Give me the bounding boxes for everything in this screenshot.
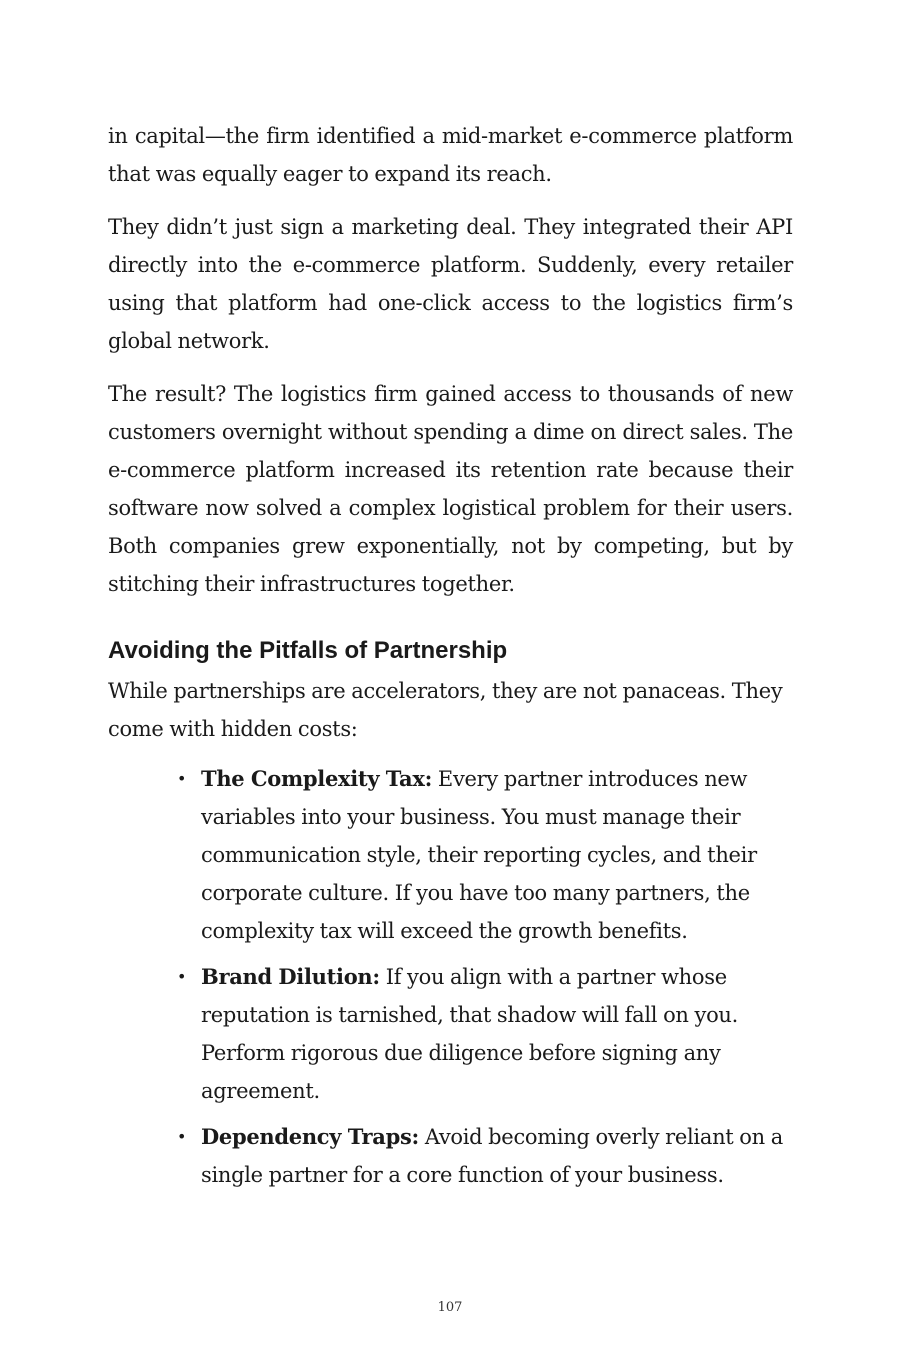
list-item-text: Avoid becoming overly reliant on a single partner for a core function of your business. xyxy=(201,1125,783,1187)
list-item-term: The Complexity Tax: xyxy=(201,766,433,791)
bullet-icon: • xyxy=(177,769,187,788)
list-item-text: Every partner introduces new variables into your business. You must manage their communication style, their reporting cycles, and their corporate culture. If you have too many partners, the complexity tax will exceed the growth benefits. xyxy=(201,767,757,943)
list-item-brand-dilution xyxy=(177,958,793,1110)
list-item-dependency-traps xyxy=(177,1118,793,1194)
paragraph-2: They didn’t just sign a marketing deal. They integrated their API directly into the e-commerce platform. Suddenly, every retailer using that platform had one-click access to the logistics firm’s global network. xyxy=(108,215,793,353)
page-number: 107 xyxy=(437,1300,463,1315)
section-heading: Avoiding the Pitfalls of Partnership xyxy=(108,637,508,664)
paragraph-1: in capital—the firm identified a mid-market e-commerce platform that was equally eager to expand its reach. xyxy=(108,124,793,186)
bullet-icon: • xyxy=(177,1127,187,1146)
pitfalls-list xyxy=(108,760,793,1194)
section-intro: While partnerships are accelerators, they are not panaceas. They come with hidden costs: xyxy=(108,679,783,741)
list-item-complexity-tax xyxy=(177,760,793,950)
page-content xyxy=(108,117,793,1202)
list-item-term: Brand Dilution: xyxy=(201,964,380,989)
bullet-icon: • xyxy=(177,967,187,986)
paragraph-3: The result? The logistics firm gained access to thousands of new customers overnight without spending a dime on direct sales. The e-commerce platform increased its retention rate because their software now solved a complex logistical problem for their users. Both companies grew exponentially, not by competing, but by stitching their infrastructures together. xyxy=(108,382,793,596)
list-item-text: If you align with a partner whose reputation is tarnished, that shadow will fall on you. Perform rigorous due diligence before signing any agreement. xyxy=(201,965,739,1103)
list-item-term: Dependency Traps: xyxy=(201,1124,419,1149)
